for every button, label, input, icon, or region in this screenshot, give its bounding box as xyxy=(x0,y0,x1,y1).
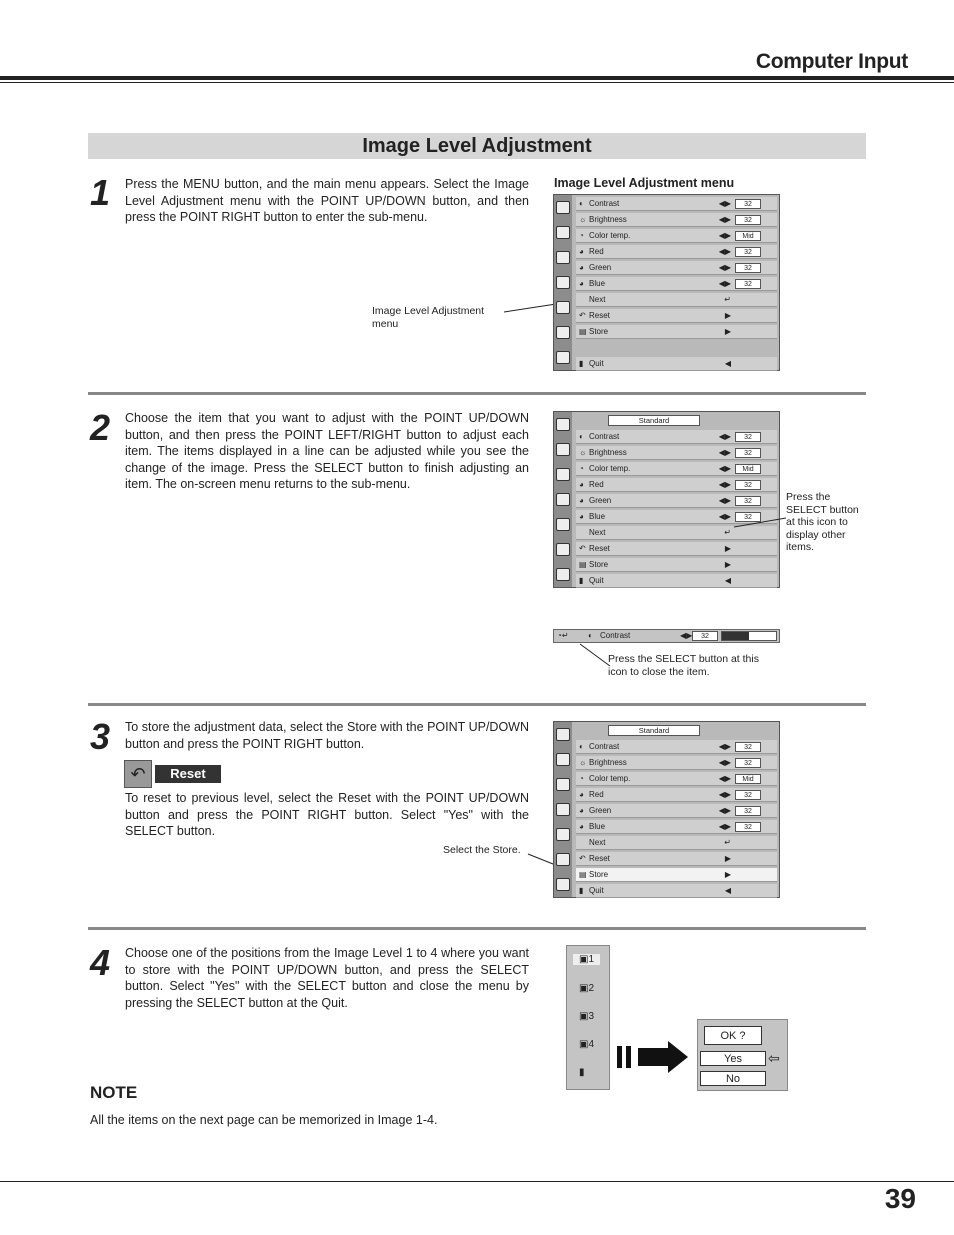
menu-item-icon: ▤ xyxy=(579,870,587,879)
menu-arrow-icon: ◀▶ xyxy=(718,279,731,288)
position-item: ▣2 xyxy=(579,983,595,994)
side-menu-icon xyxy=(556,301,570,314)
menu-item-label: Red xyxy=(589,247,604,256)
menu-arrow-icon: ↵ xyxy=(724,295,731,304)
menu-item-label: Store xyxy=(589,327,609,336)
menu-item-label: Quit xyxy=(589,576,604,585)
menu-item-icon: ☼ xyxy=(579,448,587,457)
step-2-text: Choose the item that you want to adjust with the POINT UP/DOWN button, and then press the POINT LEFT/RIGHT button to adjust each item. The items displayed in a line can be adjusted while you see the change of the image. Press the SELECT button to finish adjusting an item. The on-screen menu returns to the sub-menu. xyxy=(125,411,529,491)
menu-arrow-icon: ◀▶ xyxy=(718,464,731,473)
menu-item-label: Contrast xyxy=(589,199,620,208)
menu-item-icon: ◕ xyxy=(579,496,584,505)
menu-item[interactable] xyxy=(576,197,777,211)
level-bar-fill xyxy=(722,632,749,640)
menu-item-value: 32 xyxy=(735,263,761,273)
menu-arrow-icon: ◀▶ xyxy=(718,231,731,240)
side-menu-icon xyxy=(556,543,570,556)
menu-arrow-icon: ◀▶ xyxy=(718,215,731,224)
menu-item-label: Store xyxy=(589,560,609,569)
menu-arrow-icon: ↵ xyxy=(724,838,731,847)
select-store-caption: Select the Store. xyxy=(443,844,521,856)
menu-item[interactable] xyxy=(576,309,777,323)
side-menu-icon xyxy=(556,853,570,866)
menu-item[interactable] xyxy=(576,245,777,259)
menu-item[interactable] xyxy=(576,229,777,243)
menu-item-label: Red xyxy=(589,790,604,799)
menu-item[interactable] xyxy=(576,357,777,371)
quit-icon: ▮ xyxy=(579,1067,585,1078)
menu-item-icon: ▮ xyxy=(579,886,584,895)
menu-item[interactable] xyxy=(576,558,777,572)
menu-item[interactable] xyxy=(576,293,777,307)
menu-item[interactable] xyxy=(576,277,777,291)
menu-item-label: Contrast xyxy=(589,742,620,751)
menu-item-value: 32 xyxy=(735,822,761,832)
menu-arrow-icon: ◀ xyxy=(724,359,731,368)
osd-menu-step2 xyxy=(553,411,780,588)
contrast-icon: ◐ xyxy=(588,631,593,640)
side-menu-icon xyxy=(556,251,570,264)
menu-item-label: Store xyxy=(589,870,609,879)
contrast-bar-value: 32 xyxy=(692,631,718,641)
menu-arrow-icon: ▶ xyxy=(724,870,731,879)
menu-item-value: 32 xyxy=(735,790,761,800)
side-menu-icon xyxy=(556,728,570,741)
menu-item[interactable] xyxy=(576,446,777,460)
menu-arrow-icon: ↵ xyxy=(724,528,731,537)
menu-item-value: 32 xyxy=(735,806,761,816)
osd-menu-step3 xyxy=(553,721,780,898)
menu-item-value: 32 xyxy=(735,448,761,458)
menu-item-icon: ◐ xyxy=(579,199,584,208)
side-menu-icon xyxy=(556,568,570,581)
pointer-arrow-icon: ⇦ xyxy=(768,1050,780,1066)
position-item: ▣4 xyxy=(579,1039,595,1050)
menu-item-label: Reset xyxy=(589,854,610,863)
menu-item-icon: ◕ xyxy=(579,512,584,521)
reset-icon: ↶ xyxy=(124,760,152,788)
side-menu-icon xyxy=(556,828,570,841)
menu-item[interactable] xyxy=(576,884,777,898)
note-text: All the items on the next page can be memorized in Image 1-4. xyxy=(90,1113,438,1127)
menu-item-value: 32 xyxy=(735,758,761,768)
menu-arrow-icon: ▶ xyxy=(724,327,731,336)
no-option[interactable]: No xyxy=(700,1071,766,1086)
side-menu-icon xyxy=(556,493,570,506)
menu-item-label: Brightness xyxy=(589,448,627,457)
menu-pointer-caption: Image Level Adjustment menu xyxy=(372,305,485,330)
menu-title: Image Level Adjustment menu xyxy=(554,176,735,190)
menu-item-value: 32 xyxy=(735,512,761,522)
menu-item-value: 32 xyxy=(735,247,761,257)
side-menu-icon xyxy=(556,443,570,456)
menu-item-label: Next xyxy=(589,295,606,304)
menu-item-icon: ◐ xyxy=(579,742,584,751)
arrow-right-icon xyxy=(614,1040,692,1074)
side-menu-icon xyxy=(556,518,570,531)
menu-item-icon: ◔ xyxy=(579,774,584,783)
menu-arrow-icon: ◀▶ xyxy=(718,758,731,767)
menu-item[interactable] xyxy=(576,836,777,850)
menu-item-value: 32 xyxy=(735,496,761,506)
side-menu-icon xyxy=(556,778,570,791)
header-rule-thin xyxy=(0,82,954,83)
menu-item-label: Quit xyxy=(589,886,604,895)
menu-item-icon: ☼ xyxy=(579,758,587,767)
menu-item-label: Color temp. xyxy=(589,774,631,783)
menu-item[interactable] xyxy=(576,820,777,834)
menu-item-icon: ↶ xyxy=(579,311,586,320)
menu-item-label: Green xyxy=(589,806,612,815)
menu-item-value: 32 xyxy=(735,480,761,490)
select-icon: ◔↵ xyxy=(557,631,569,640)
pointer-line-2 xyxy=(730,515,790,531)
menu-item-label: Brightness xyxy=(589,215,627,224)
menu-item-label: Color temp. xyxy=(589,231,631,240)
step-1-number: 1 xyxy=(90,172,111,213)
menu-item-icon: ▮ xyxy=(579,359,584,368)
ok-prompt: OK ? xyxy=(704,1026,762,1045)
side-menu-icon xyxy=(556,326,570,339)
menu-item[interactable] xyxy=(576,325,777,339)
side-menu-icon xyxy=(556,276,570,289)
menu-item-icon: ◕ xyxy=(579,480,584,489)
menu-arrow-icon: ◀▶ xyxy=(718,448,731,457)
menu-arrow-icon: ◀▶ xyxy=(718,512,731,521)
menu-item-label: Quit xyxy=(589,359,604,368)
menu-item[interactable] xyxy=(576,430,777,444)
step-4-text: Choose one of the positions from the Image Level 1 to 4 where you want to store with the POINT UP/DOWN button, and press the SELECT button. Select "Yes" with the SELECT button and close the menu by pressing the SELECT button at the Quit. xyxy=(125,946,529,1010)
section-title: Computer Input xyxy=(755,50,908,73)
divider xyxy=(88,392,866,395)
menu-item[interactable] xyxy=(576,542,777,556)
close-item-caption: Press the SELECT button at this icon to close the item. xyxy=(608,653,759,678)
menu-item-label: Contrast xyxy=(589,432,620,441)
menu-item-icon: ▤ xyxy=(579,560,587,569)
standard-box: Standard xyxy=(608,415,700,426)
menu-item-label: Red xyxy=(589,480,604,489)
step-1-text: Press the MENU button, and the main menu appears. Select the Image Level Adjustment menu with the POINT UP/DOWN button, and then press the POINT RIGHT button to enter the sub-menu. xyxy=(125,177,529,224)
menu-arrow-icon: ◀▶ xyxy=(718,790,731,799)
side-menu-icon xyxy=(556,878,570,891)
menu-item[interactable] xyxy=(576,261,777,275)
menu-item-value: Mid xyxy=(735,231,761,241)
reset-text: To reset to previous level, select the Reset with the POINT UP/DOWN button and press the POINT RIGHT button. Select "Yes" with the SELECT button. xyxy=(125,791,529,838)
menu-arrow-icon: ▶ xyxy=(724,311,731,320)
level-bar xyxy=(721,631,777,641)
side-menu-icon xyxy=(556,753,570,766)
adjust-arrows-icon: ◀▶ xyxy=(680,631,693,640)
side-menu-icon xyxy=(556,418,570,431)
menu-item-icon: ◔ xyxy=(579,464,584,473)
menu-item[interactable] xyxy=(576,478,777,492)
menu-item[interactable] xyxy=(576,740,777,754)
step-4-number: 4 xyxy=(90,942,111,983)
menu-item[interactable] xyxy=(576,213,777,227)
menu-item[interactable] xyxy=(576,852,777,866)
menu-item[interactable] xyxy=(576,574,777,588)
side-menu-icon xyxy=(556,351,570,364)
menu-arrow-icon: ◀▶ xyxy=(718,806,731,815)
menu-item-label: Blue xyxy=(589,822,606,831)
menu-item-label: Color temp. xyxy=(589,464,631,473)
menu-item[interactable] xyxy=(576,772,777,786)
menu-item-icon: ↶ xyxy=(579,544,586,553)
menu-item-value: 32 xyxy=(735,199,761,209)
position-menu xyxy=(566,945,610,1090)
menu-arrow-icon: ◀▶ xyxy=(718,247,731,256)
menu-item-icon: ▮ xyxy=(579,576,584,585)
header-rule xyxy=(0,76,954,80)
menu-item-label: Blue xyxy=(589,512,606,521)
yes-option[interactable]: Yes xyxy=(700,1051,766,1066)
page-number: 39 xyxy=(884,1183,916,1214)
menu-arrow-icon: ◀ xyxy=(724,576,731,585)
menu-arrow-icon: ▶ xyxy=(724,560,731,569)
menu-item-icon: ◕ xyxy=(579,806,584,815)
menu-item-label: Reset xyxy=(589,544,610,553)
menu-item-label: Next xyxy=(589,838,606,847)
step-2-number: 2 xyxy=(90,407,111,448)
note-title: NOTE xyxy=(90,1083,138,1102)
menu-item[interactable] xyxy=(576,494,777,508)
pointer-line-1 xyxy=(500,300,560,320)
select-icon-caption: Press the SELECT button at this icon to display other items. xyxy=(786,491,859,553)
reset-label: Reset xyxy=(155,765,221,783)
menu-item-icon: ◕ xyxy=(579,247,584,256)
menu-arrow-icon: ◀▶ xyxy=(718,199,731,208)
menu-item-label: Reset xyxy=(589,311,610,320)
divider xyxy=(88,703,866,706)
position-item: ▣3 xyxy=(579,1011,595,1022)
menu-arrow-icon: ◀▶ xyxy=(718,480,731,489)
menu-item-icon: ◕ xyxy=(579,790,584,799)
menu-item-value: 32 xyxy=(735,215,761,225)
menu-arrow-icon: ▶ xyxy=(724,544,731,553)
menu-arrow-icon: ◀▶ xyxy=(718,774,731,783)
step-3-text: To store the adjustment data, select the Store with the POINT UP/DOWN button and press the POINT RIGHT button. xyxy=(125,720,529,751)
side-menu-icon xyxy=(556,201,570,214)
menu-item-icon: ◕ xyxy=(579,263,584,272)
contrast-bar-label: Contrast xyxy=(600,631,631,640)
menu-item[interactable] xyxy=(576,756,777,770)
menu-arrow-icon: ◀▶ xyxy=(718,496,731,505)
confirm-dialog xyxy=(697,1019,788,1091)
divider xyxy=(88,927,866,930)
menu-item-icon: ◐ xyxy=(579,432,584,441)
menu-item-label: Green xyxy=(589,496,612,505)
menu-item-label: Next xyxy=(589,528,606,537)
menu-item[interactable] xyxy=(576,868,777,882)
menu-item-icon: ◔ xyxy=(579,231,584,240)
footer-rule xyxy=(0,1181,954,1182)
menu-item-label: Blue xyxy=(589,279,606,288)
menu-item-icon: ◕ xyxy=(579,822,584,831)
menu-item-value: 32 xyxy=(735,432,761,442)
menu-item-icon: ☼ xyxy=(579,215,587,224)
side-menu-icon xyxy=(556,226,570,239)
menu-item-value: 32 xyxy=(735,742,761,752)
position-item: ▣1 xyxy=(573,954,600,965)
menu-item-icon: ▤ xyxy=(579,327,587,336)
standard-box: Standard xyxy=(608,725,700,736)
menu-arrow-icon: ▶ xyxy=(724,854,731,863)
menu-arrow-icon: ◀▶ xyxy=(718,432,731,441)
side-menu-icon xyxy=(556,468,570,481)
osd-menu-step1 xyxy=(553,194,780,371)
menu-arrow-icon: ◀▶ xyxy=(718,822,731,831)
menu-item-value: 32 xyxy=(735,279,761,289)
pointer-line-3 xyxy=(576,640,616,670)
menu-item[interactable] xyxy=(576,462,777,476)
menu-item-label: Green xyxy=(589,263,612,272)
menu-arrow-icon: ◀ xyxy=(724,886,731,895)
step-3-number: 3 xyxy=(90,716,111,757)
menu-item-icon: ↶ xyxy=(579,854,586,863)
menu-arrow-icon: ◀▶ xyxy=(718,263,731,272)
menu-item-icon: ◕ xyxy=(579,279,584,288)
menu-item[interactable] xyxy=(576,804,777,818)
page-title: Image Level Adjustment xyxy=(88,133,866,159)
menu-item[interactable] xyxy=(576,788,777,802)
menu-item-value: Mid xyxy=(735,464,761,474)
side-menu-icon xyxy=(556,803,570,816)
menu-item-label: Brightness xyxy=(589,758,627,767)
menu-arrow-icon: ◀▶ xyxy=(718,742,731,751)
menu-item-value: Mid xyxy=(735,774,761,784)
